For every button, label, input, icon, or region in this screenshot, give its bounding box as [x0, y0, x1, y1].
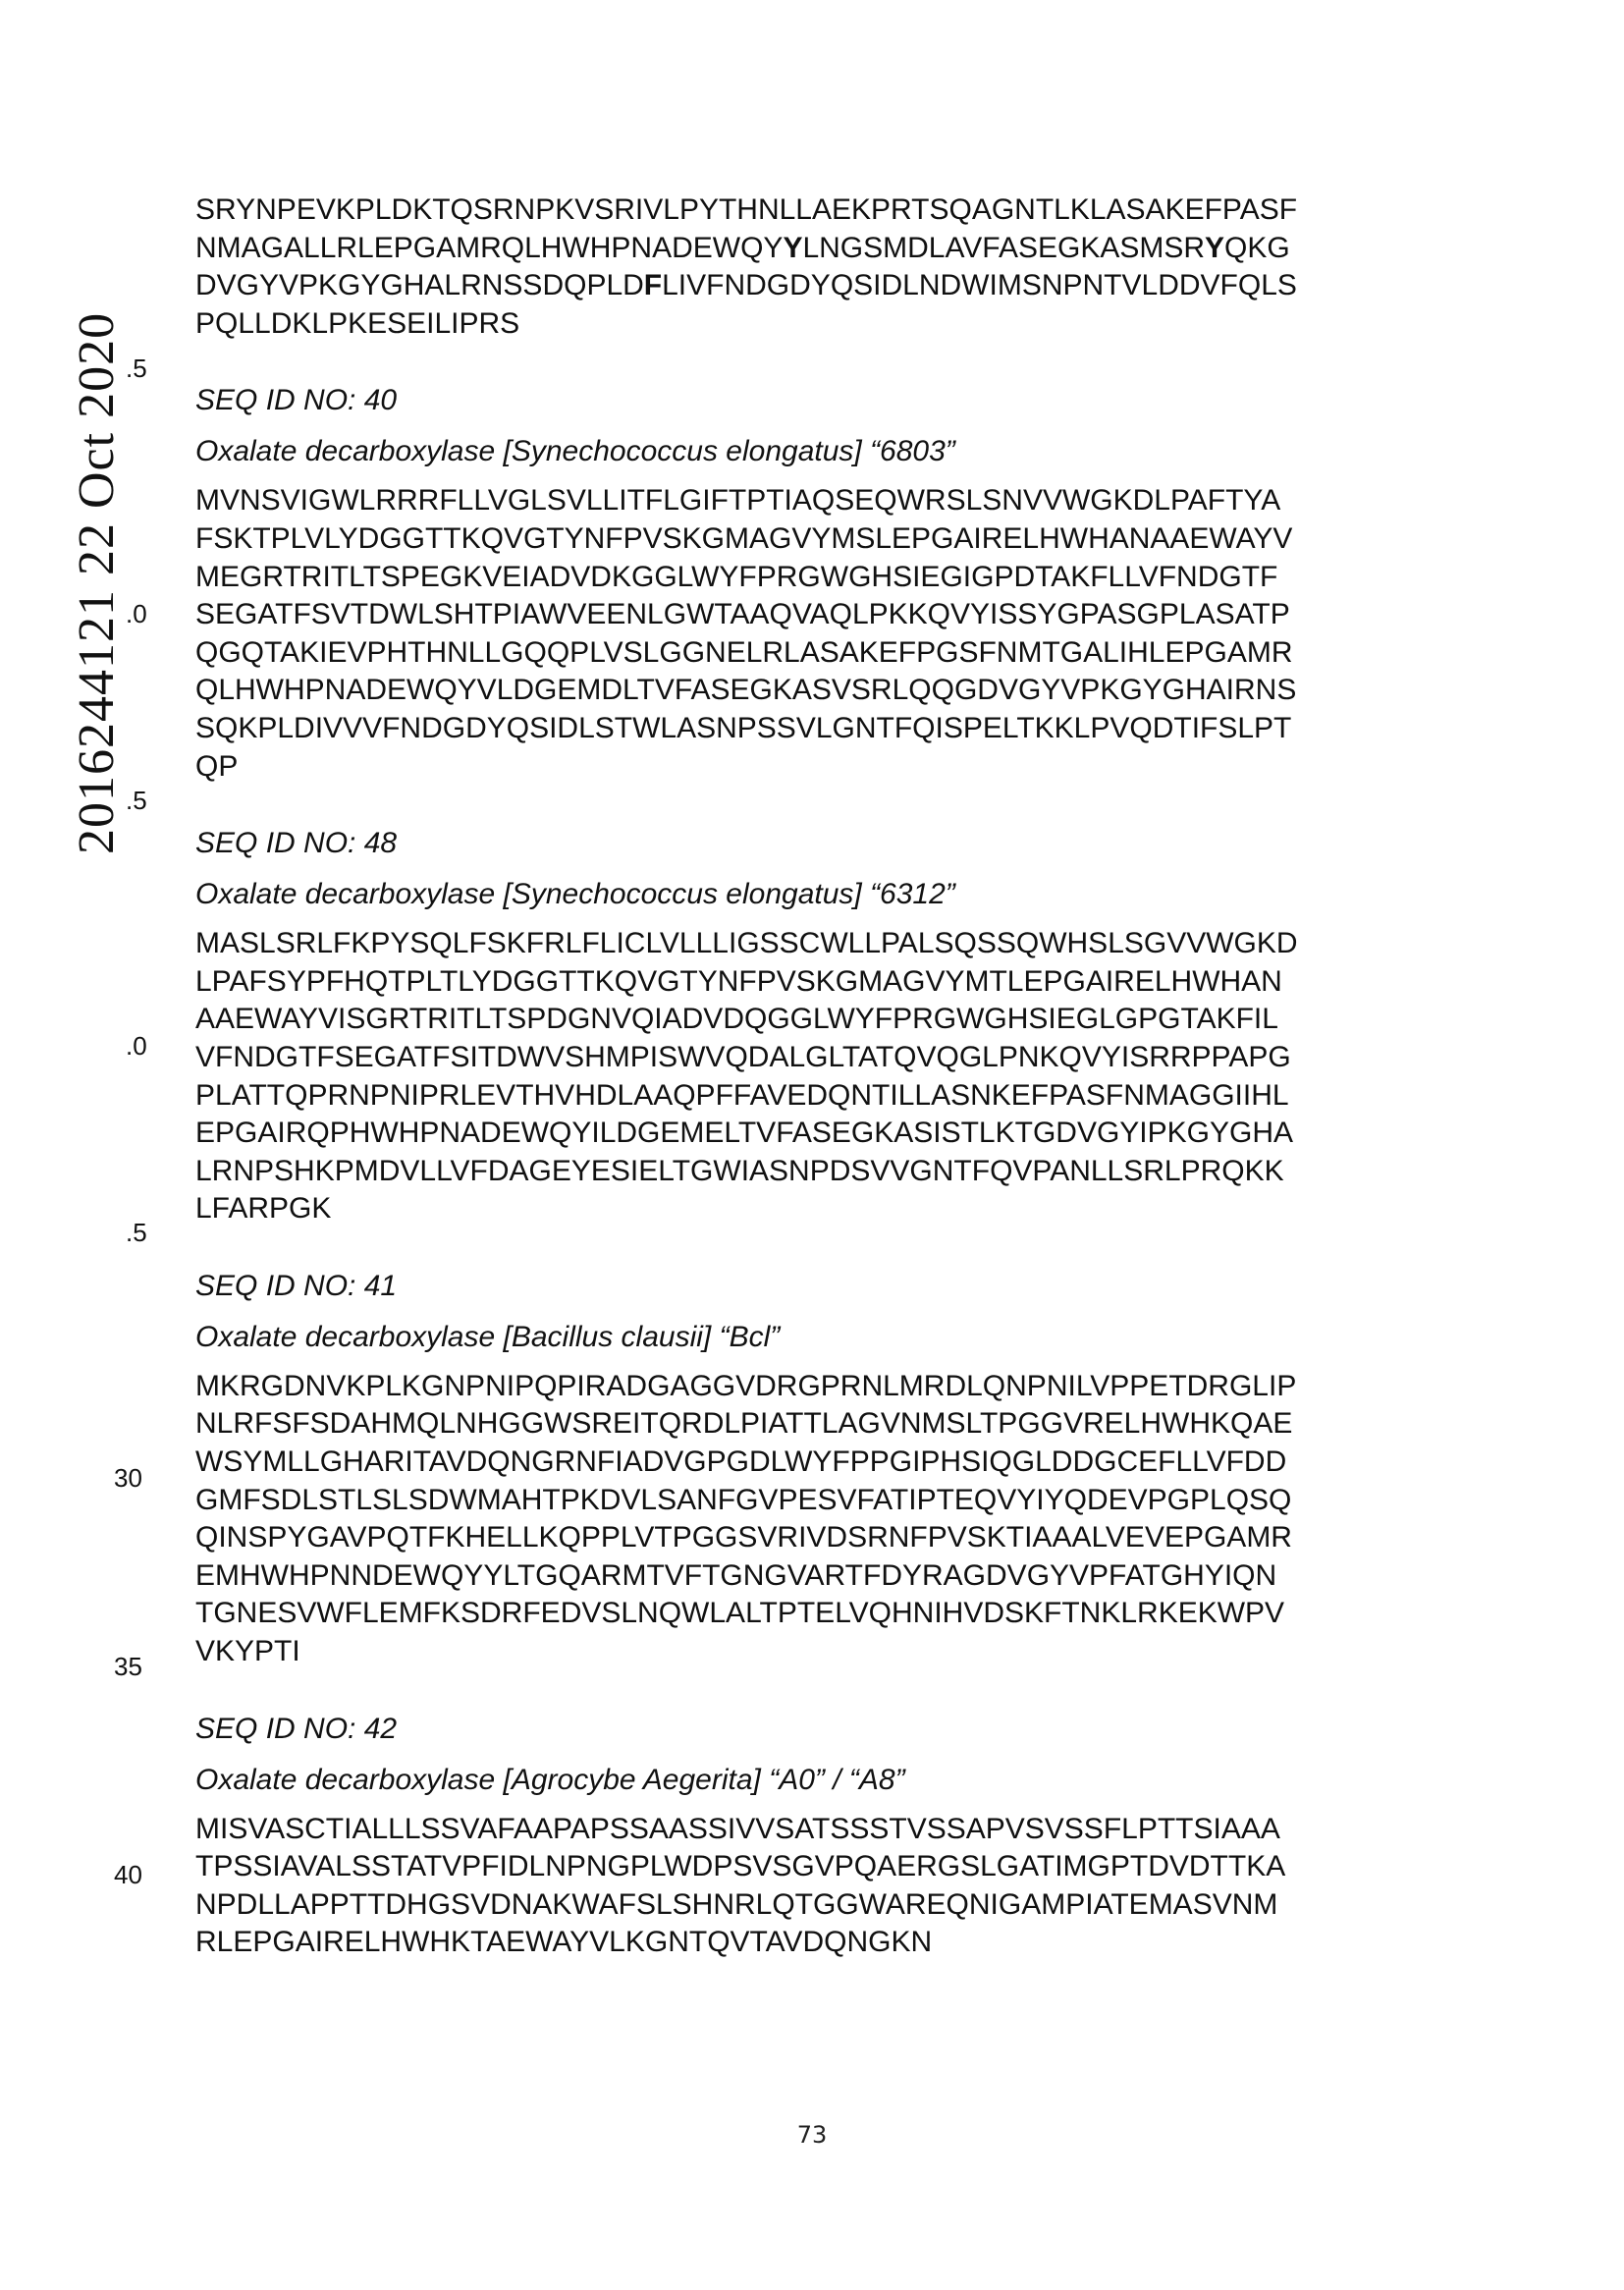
seq-id-heading: SEQ ID NO: 42 [195, 1712, 398, 1745]
sequence-line: VKYPTI [195, 1635, 300, 1668]
main-content [195, 191, 1491, 1962]
line-number: .0 [126, 1031, 147, 1061]
sequence-line: MISVASCTIALLLSSVAFAAPAPSSAASSIVVSATSSSTVSSAPVSVSSFLPTTSIAAA [195, 1812, 1280, 1845]
sequence-line: GMFSDLSTLSLSDWMAHTPKDVLSANFGVPESVFATIPTEQVYIYQDEVPGPLQSQ [195, 1483, 1292, 1516]
sequence-line: TPSSIAVALSSTATVPFIDLNPNGPLWDPSVSGVPQAERGSLGATIMGPTDVDTTKA [195, 1850, 1286, 1883]
sequence-line: MKRGDNVKPLKGNPNIPQPIRADGAGGVDRGPRNLMRDLQNPNILVPPETDRGLIP [195, 1369, 1297, 1402]
line-number: 30 [114, 1463, 142, 1493]
line-number: .5 [126, 786, 147, 815]
sequence-line: EMHWHPNNDEWQYYLTGQARMTVFTGNGVARTFDYRAGDVGYVPFATGHYIQN [195, 1558, 1277, 1592]
sequence-line: WSYMLLGHARITAVDQNGRNFIADVGPGDLWYFPPGIPHSIQGLDDGCEFLLVFDD [195, 1445, 1287, 1479]
sequence-description: Oxalate decarboxylase [Synechococcus elongatus] “6803” [195, 435, 955, 468]
seq-id-heading: SEQ ID NO: 48 [195, 827, 398, 860]
sequence-description: Oxalate decarboxylase [Agrocybe Aegerita] “A0” / “A8” [195, 1763, 905, 1796]
sequence-line: QINSPYGAVPQTFKHELLKQPPLVTPGGSVRIVDSRNFPVSKTIAAALVEVEPGAMR [195, 1521, 1292, 1554]
sequence-line: LFARPGK [195, 1192, 332, 1226]
sequence-line: AAEWAYVISGRTRITLTSPDGNVQIADVDQGGLWYFPRGWGHSIEGLGPGTAKFIL [195, 1003, 1278, 1036]
sequence-line: NLRFSFSDAHMQLNHGGWSREITQRDLPIATTLAGVNMSLTPGGVRELHWHKQAE [195, 1407, 1293, 1441]
sequence-line: RLEPGAIRELHWHKTAEWAYVLKGNTQVTAVDQNGKN [195, 1926, 933, 1959]
bold-residue: F [643, 269, 663, 302]
line-number: .5 [126, 354, 147, 383]
sequence-line: VFNDGTFSEGATFSITDWVSHMPISWVQDALGLTATQVQGLPNKQVYISRRPPAPG [195, 1040, 1291, 1073]
line-number: 40 [114, 1860, 142, 1889]
sequence-line: MASLSRLFKPYSQLFSKFRLFLICLVLLLIGSSCWLLPALSQSSQWHSLSGVVWGKD [195, 927, 1298, 960]
sequence-line: MEGRTRITLTSPEGKVEIADVDKGGLWYFPRGWGHSIEGIGPDTAKFLLVFNDGTF [195, 560, 1278, 593]
sequence-line: SQKPLDIVVVFNDGDYQSIDLSTWLASNPSSVLGNTFQISPELTKKLPVQDTIFSLPT [195, 711, 1292, 744]
sequence-description: Oxalate decarboxylase [Synechococcus elongatus] “6312” [195, 878, 955, 911]
sequence-description: Oxalate decarboxylase [Bacillus clausii] “Bcl” [195, 1320, 781, 1353]
sequence-block-continued [195, 191, 1491, 343]
seq-id-heading: SEQ ID NO: 41 [195, 1269, 398, 1302]
sequence-line: PLATTQPRNPNIPRLEVTHVHDLAAQPFFAVEDQNTILLASNKEFPASFNMAGGIIHL [195, 1078, 1289, 1112]
sequence-line: DVGYVPKGYGHALRNSSDQPLDFLIVFNDGDYQSIDLNDWIMSNPNTVLDDVFQLS [195, 269, 1297, 302]
bold-residue: Y [783, 231, 803, 264]
sequence-line: LPAFSYPFHQTPLTLYDGGTTKQVGTYNFPVSKGMAGVYMTLEPGAIRELHWHAN [195, 964, 1282, 998]
sequence-line: QP [195, 749, 239, 783]
sequence-section [195, 1711, 1491, 1962]
sequence-block [195, 1368, 1491, 1671]
line-number: .5 [126, 1218, 147, 1247]
line-number: 35 [114, 1652, 142, 1681]
sequence-line: SRYNPEVKPLDKTQSRNPKVSRIVLPYTHNLLAEKPRTSQAGNTLKLASAKEFPASF [195, 193, 1298, 226]
page-number: 73 [796, 2121, 828, 2149]
sequence-line: NMAGALLRLEPGAMRQLHWHPNADEWQYYLNGSMDLAVFASEGKASMSRYQKG [195, 231, 1290, 264]
line-number: .0 [126, 599, 147, 628]
sequence-line: EPGAIRQPHWHPNADEWQYILDGEMELTVFASEGKASISTLKTGDVGYIPKGYGHA [195, 1117, 1294, 1150]
sequence-section [195, 382, 1491, 786]
sequence-line: MVNSVIGWLRRRFLLVGLSVLLITFLGIFTPTIAQSEQWRSLSNVVWGKDLPAFTYA [195, 484, 1281, 518]
sequence-block [195, 482, 1491, 786]
sequence-line: PQLLDKLPKESEILIPRS [195, 306, 520, 340]
sequence-section [195, 825, 1491, 1228]
sequence-line: LRNPSHKPMDVLLVFDAGEYESIELTGWIASNPDSVVGNTFQVPANLLSRLPRQKK [195, 1154, 1284, 1187]
side-stamp: 2016244121 22 Oct 2020 [69, 311, 125, 854]
bold-residue: Y [1205, 231, 1225, 264]
sequence-block [195, 925, 1491, 1228]
sequence-line: SEGATFSVTDWLSHTPIAWVEENLGWTAAQVAQLPKKQVYISSYGPASGPLASATP [195, 598, 1290, 631]
sequence-line: NPDLLAPPTTDHGSVDNAKWAFSLSHNRLQTGGWAREQNIGAMPIATEMASVNM [195, 1887, 1278, 1921]
sequence-section [195, 1268, 1491, 1671]
sequence-block [195, 1811, 1491, 1962]
sequence-line: FSKTPLVLYDGGTTKQVGTYNFPVSKGMAGVYMSLEPGAIRELHWHANAAEWAYV [195, 521, 1293, 555]
seq-id-heading: SEQ ID NO: 40 [195, 384, 398, 417]
sequence-line: TGNESVWFLEMFKSDRFEDVSLNQWLALTPTELVQHNIHVDSKFTNKLRKEKWPV [195, 1597, 1285, 1630]
sequence-line: QGQTAKIEVPHTHNLLGQQPLVSLGGNELRLASAKEFPGSFNMTGALIHLEPGAMR [195, 635, 1293, 669]
sequence-line: QLHWHPNADEWQYVLDGEMDLTVFASEGKASVSRLQQGDVGYVPKGYGHAIRNS [195, 674, 1297, 707]
